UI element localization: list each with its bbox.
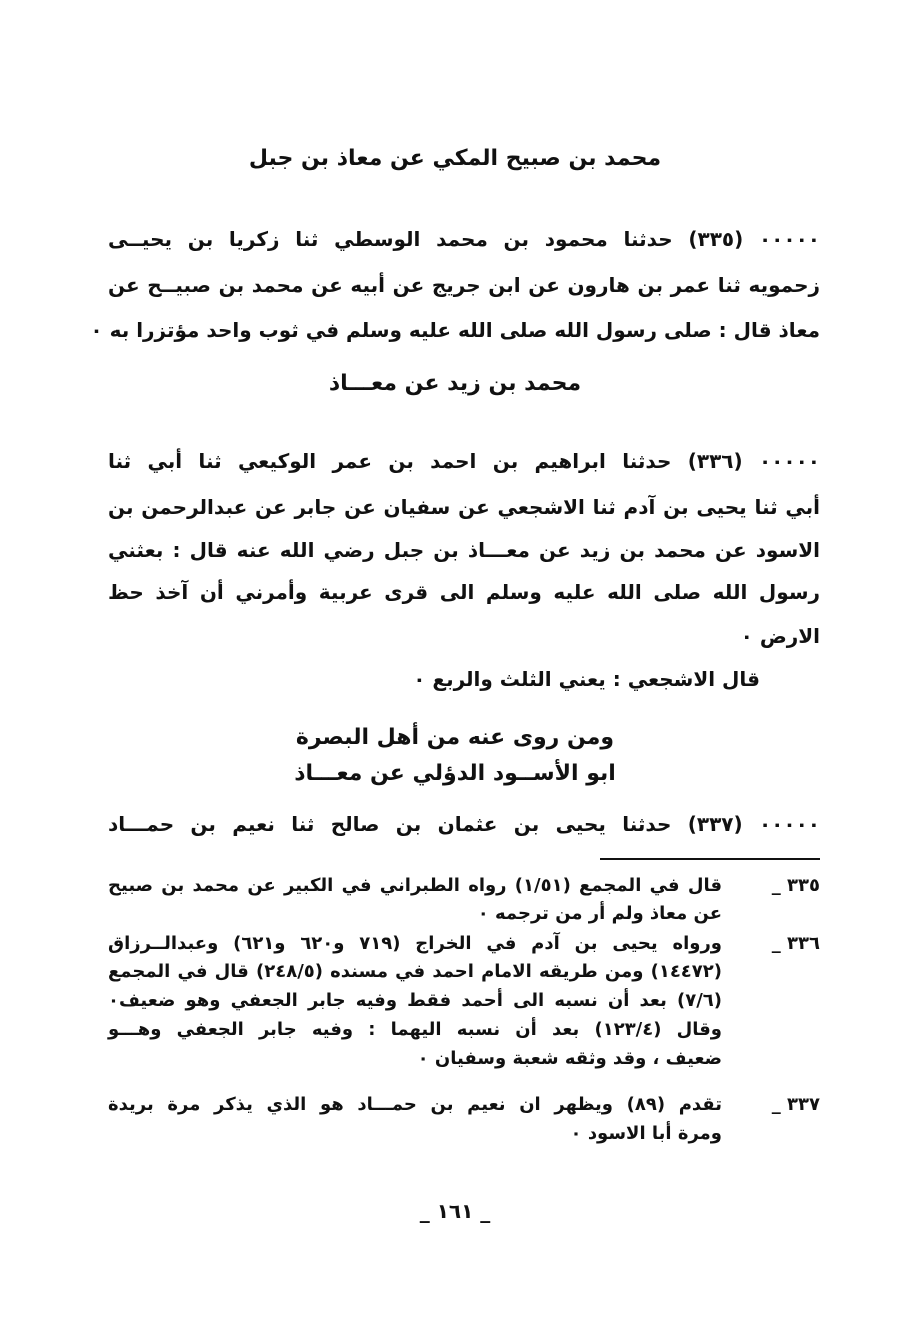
footnote-336-line-3: (٧/٦) بعد أن نسبه الى أحمد فقط وفيه جابر الجعفي وهو ضعيف٠ — [108, 990, 722, 1011]
footnote-336-line-5: ضعيف ، وقد وثقه شعبة وسفيان ٠ — [417, 1048, 722, 1069]
footnote-number: ٣٣٦ _ — [771, 933, 820, 954]
footnote-337-line-2: ومرة أبا الاسود ٠ — [570, 1123, 722, 1144]
section-heading-4: ابو الأســود الدؤلي عن معـــاذ — [294, 761, 616, 786]
hadith-335-line-2: زحمويه ثنا عمر بن هارون عن ابن جريج عن أبيه عن محمد بن صبيــح عن — [108, 273, 820, 297]
footnote-336-line-1: ورواه يحيى بن آدم في الخراج (٧١٩ و٦٢٠ و٦٢١) وعبدالــرزاق — [108, 933, 722, 954]
hadith-335-line-3: معاذ قال : صلى رسول الله صلى الله عليه وسلم في ثوب واحد مؤتزرا به ٠ — [90, 318, 820, 342]
hadith-336-line-3: الاسود عن محمد بن زيد عن معـــاذ بن جبل رضي الله عنه قال : بعثني — [108, 538, 820, 562]
footnote-number: ٣٣٥ _ — [771, 875, 820, 896]
section-heading-2: محمد بن زيد عن معـــاذ — [328, 371, 582, 396]
section-heading-3: ومن روى عنه من أهل البصرة — [295, 725, 615, 750]
hadith-335-line-1: ٠٠٠٠٠ (٣٣٥) حدثنا محمود بن محمد الوسطي ثنا زكريا بن يحيــى — [108, 227, 821, 251]
section-heading-1: محمد بن صبيح المكي عن معاذ بن جبل — [248, 146, 662, 171]
hadith-336-line-2: أبي ثنا يحيى بن آدم ثنا الاشجعي عن سفيان عن جابر عن عبدالرحمن بن — [108, 495, 820, 519]
footnote-336-line-4: وقال (١٢٣/٤) بعد أن نسبه اليهما : وفيه جابر الجعفي وهـــو — [108, 1019, 722, 1040]
hadith-337-line-1: ٠٠٠٠٠ (٣٣٧) حدثنا يحيى بن عثمان بن صالح ثنا نعيم بن حمـــاد — [108, 812, 820, 836]
footnote-separator — [600, 858, 820, 860]
page-number: _ ١٦١ _ — [419, 1199, 491, 1223]
hadith-336-line-6: قال الاشجعي : يعني الثلث والربع ٠ — [413, 667, 760, 691]
footnote-number: ٣٣٧ _ — [771, 1094, 820, 1115]
footnote-335-line-1: قال في المجمع (١/٥١) رواه الطبراني في الكبير عن محمد بن صبيح — [108, 875, 722, 896]
footnote-337-line-1: تقدم (٨٩) ويظهر ان نعيم بن حمـــاد هو الذي يذكر مرة بريدة — [108, 1094, 722, 1115]
hadith-336-line-1: ٠٠٠٠٠ (٣٣٦) حدثنا ابراهيم بن احمد بن عمر الوكيعي ثنا أبي ثنا — [108, 449, 820, 473]
hadith-336-line-5: الارض ٠ — [740, 624, 820, 648]
footnote-336-line-2: (١٤٤٧٢) ومن طريقه الامام احمد في مسنده (٢٤٨/٥) قال في المجمع — [108, 961, 722, 982]
hadith-336-line-4: رسول الله صلى الله عليه وسلم الى قرى عربية وأمرني أن آخذ حظ — [108, 580, 820, 604]
footnote-335-line-2: عن معاذ ولم أر من ترجمه ٠ — [477, 903, 722, 924]
